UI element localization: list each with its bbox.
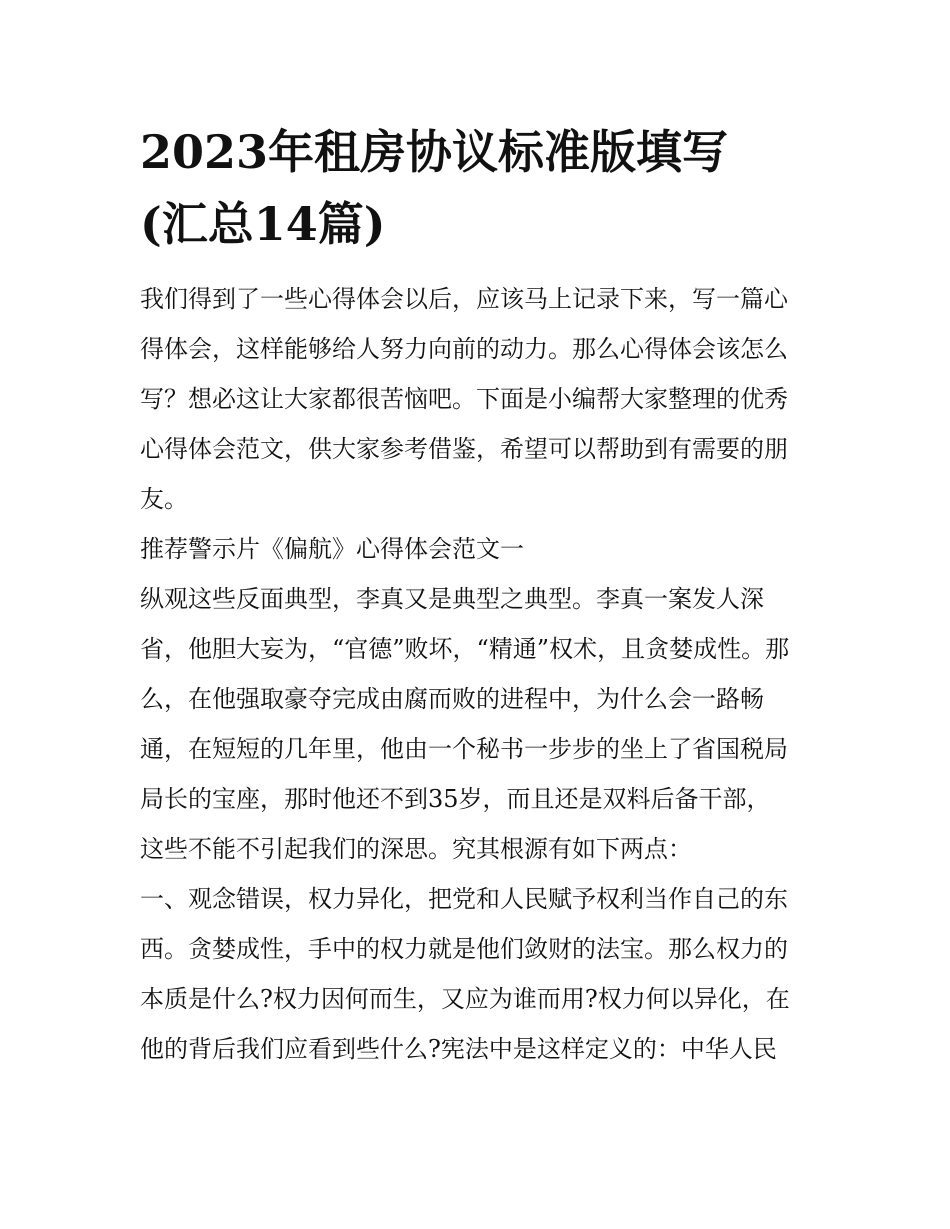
document-body bbox=[140, 274, 815, 1074]
body-line-12: 这些不能不引起我们的深思。究其根源有如下两点： bbox=[140, 835, 692, 863]
body-line-3: 写？想必这让大家都很苦恼吧。下面是小编帮大家整理的优秀 bbox=[140, 385, 788, 413]
body-line-8: 省，他胆大妄为，“官德”败坏，“精通”权术，且贪婪成性。那 bbox=[140, 635, 790, 663]
body-line-15: 本质是什么?权力因何而生，又应为谁而用?权力何以异化，在 bbox=[140, 985, 790, 1013]
title-line-1: 2023年租房协议标准版填写 bbox=[140, 125, 729, 179]
body-line-16: 他的背后我们应看到些什么?宪法中是这样定义的：中华人民 bbox=[140, 1035, 777, 1063]
body-line-5: 友。 bbox=[140, 485, 188, 513]
body-line-7: 纵观这些反面典型，李真又是典型之典型。李真一案发人深 bbox=[140, 585, 764, 613]
body-line-4: 心得体会范文，供大家参考借鉴，希望可以帮助到有需要的朋 bbox=[140, 435, 788, 463]
title-line-2: (汇总14篇) bbox=[140, 197, 386, 251]
body-line-14: 西。贪婪成性，手中的权力就是他们敛财的法宝。那么权力的 bbox=[140, 935, 788, 963]
section-heading: 推荐警示片《偏航》心得体会范文一 bbox=[140, 535, 524, 563]
document-title bbox=[140, 116, 815, 260]
body-line-2: 得体会，这样能够给人努力向前的动力。那么心得体会该怎么 bbox=[140, 335, 788, 363]
body-line-9: 么，在他强取豪夺完成由腐而败的进程中，为什么会一路畅 bbox=[140, 685, 764, 713]
body-line-11: 局长的宝座，那时他还不到35岁，而且还是双料后备干部， bbox=[140, 785, 771, 813]
body-line-1: 我们得到了一些心得体会以后，应该马上记录下来，写一篇心 bbox=[140, 285, 788, 313]
document-content bbox=[140, 116, 815, 1074]
body-line-10: 通，在短短的几年里，他由一个秘书一步步的坐上了省国税局 bbox=[140, 735, 788, 763]
body-line-13: 一、观念错误，权力异化，把党和人民赋予权利当作自己的东 bbox=[140, 885, 788, 913]
